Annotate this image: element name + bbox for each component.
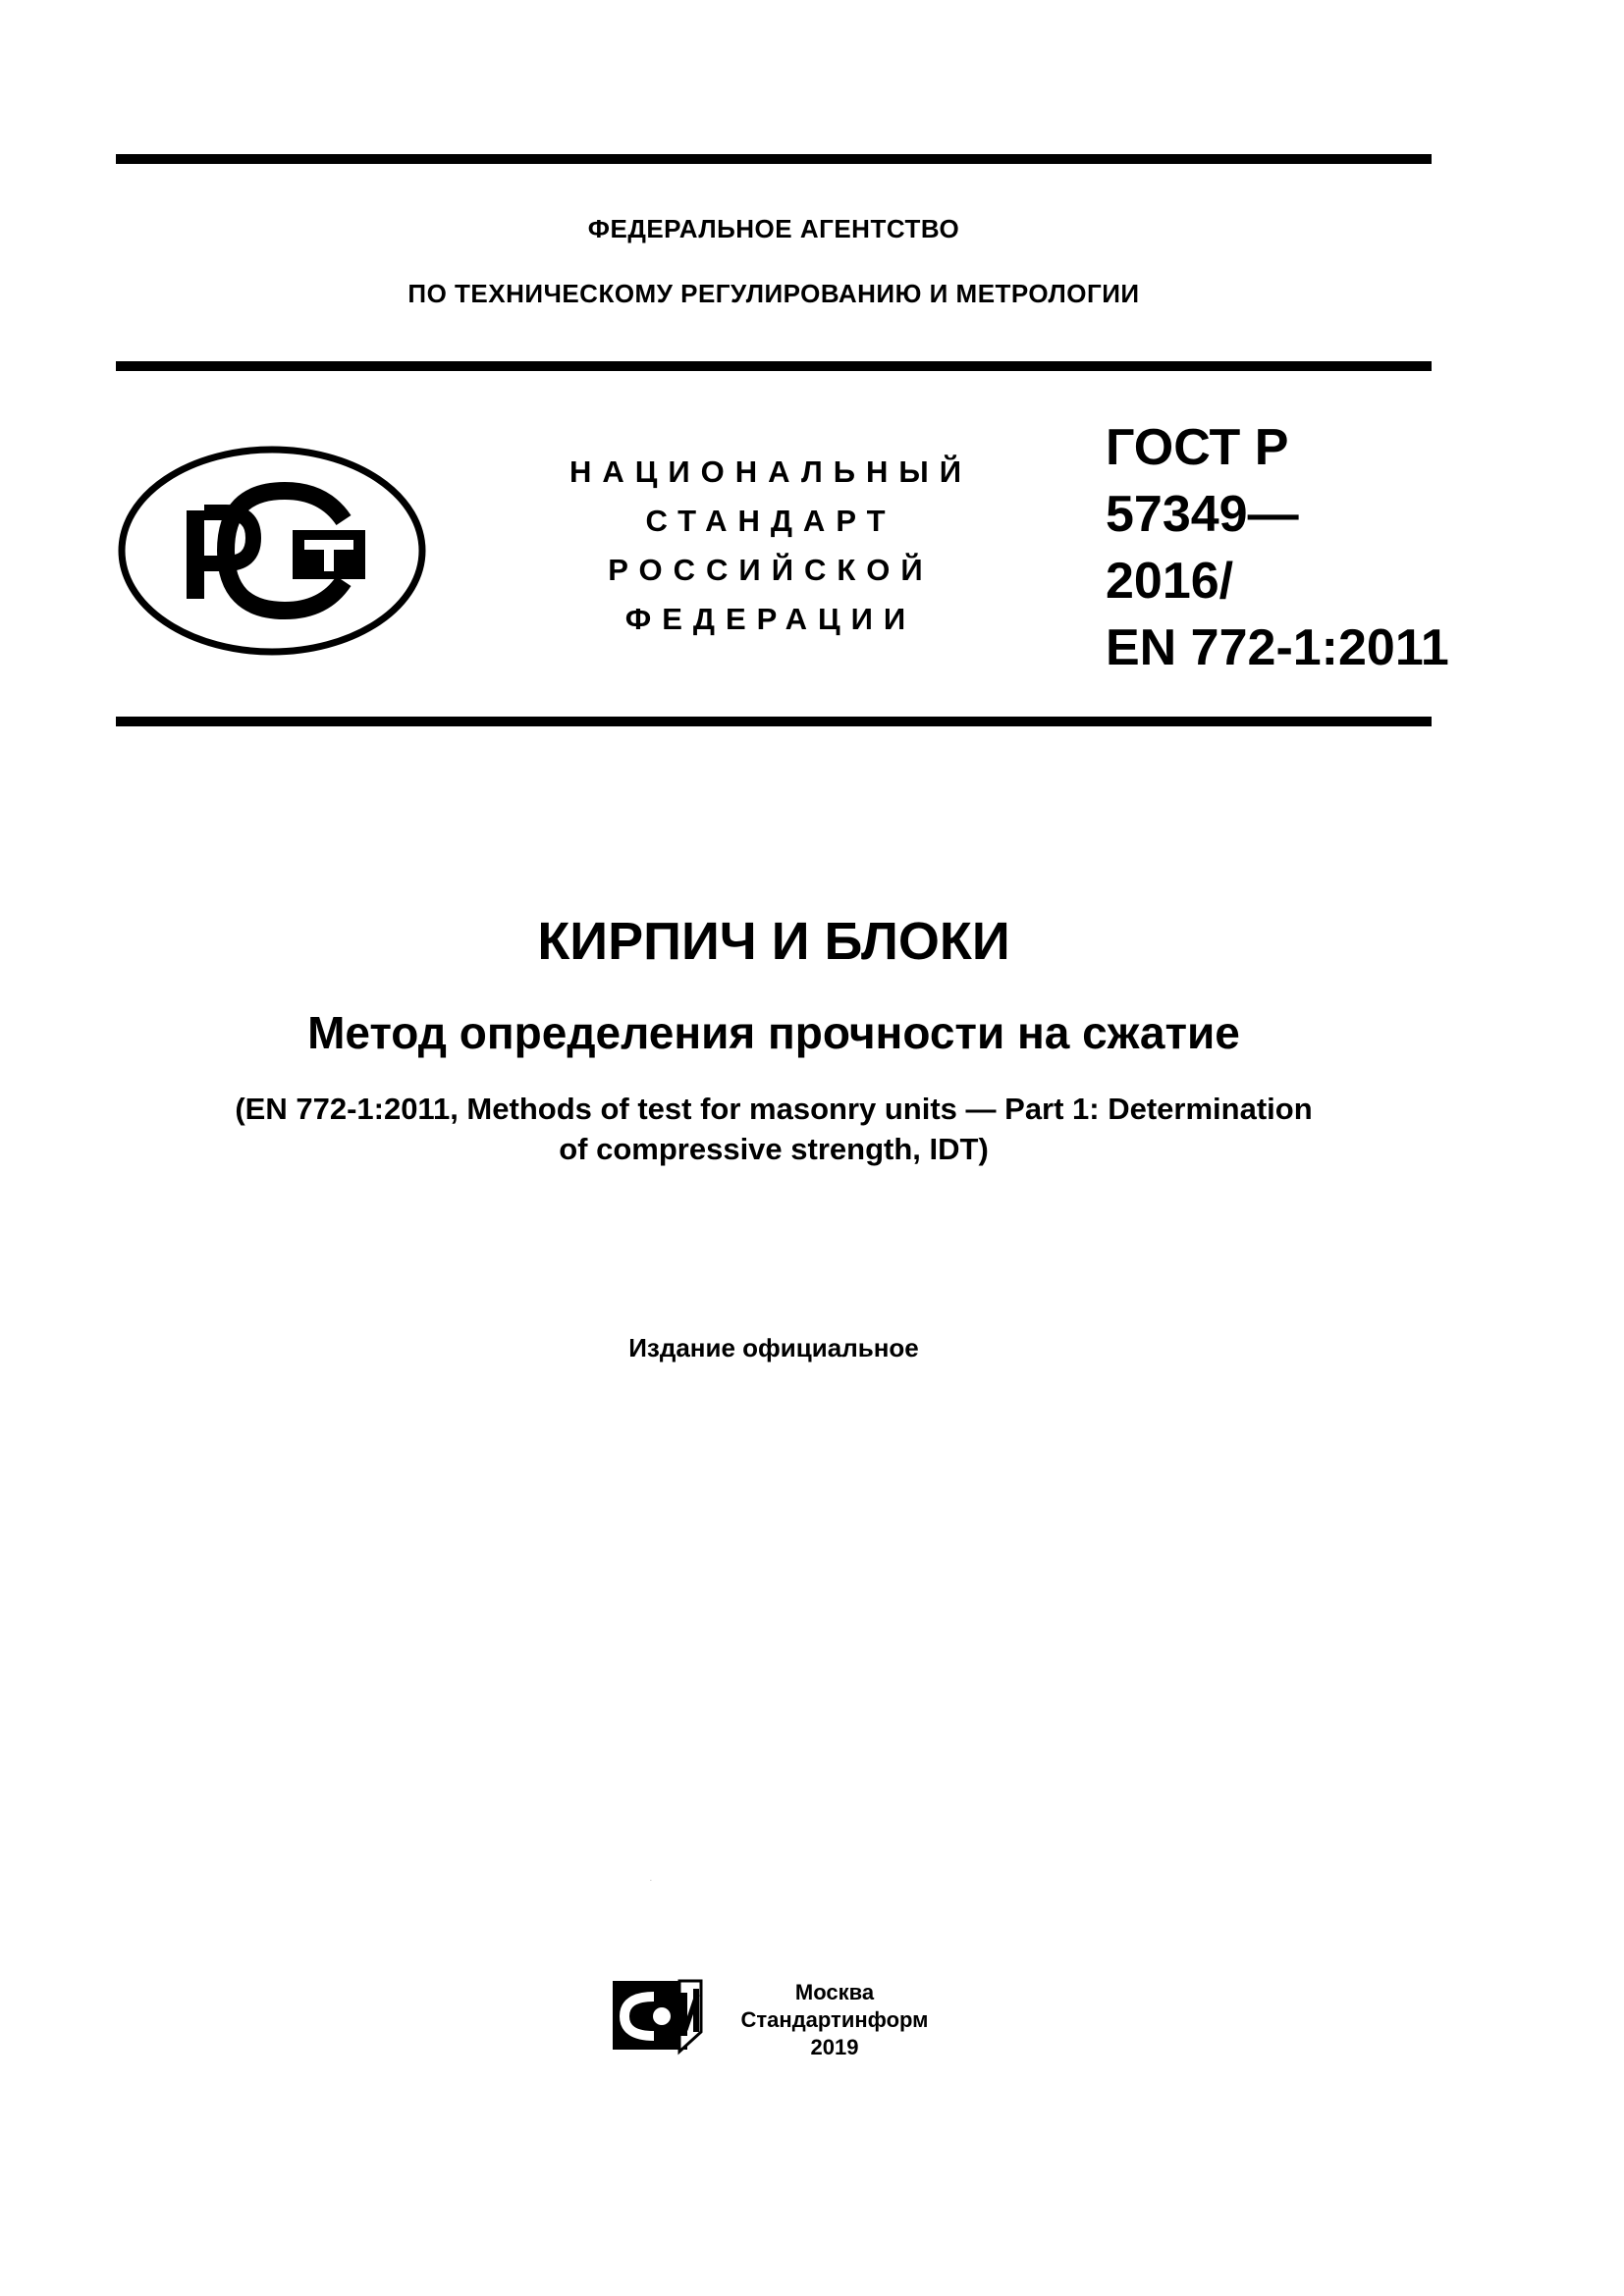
document-title: КИРПИЧ И БЛОКИ <box>537 912 1010 971</box>
reference-line-1: (EN 772-1:2011, Methods of test for masonry units — Part 1: Determination <box>235 1092 1313 1126</box>
reference-line-2: of compressive strength, IDT) <box>559 1132 989 1166</box>
standard-type-line-3: РОССИЙСКОЙ <box>608 553 934 587</box>
edition-label: Издание официальное <box>628 1333 919 1362</box>
designation-line-1: ГОСТ Р <box>1106 419 1289 476</box>
imprint-publisher: Стандартинформ <box>740 2007 929 2032</box>
imprint-year: 2019 <box>810 2035 859 2059</box>
imprint-city: Москва <box>794 1980 875 2004</box>
standartinform-logo-text: СИ <box>650 1881 652 1882</box>
standartinform-logo-icon <box>611 1881 704 2054</box>
designation-line-3: 2016/ <box>1106 553 1234 610</box>
agency-line-2: ПО ТЕХНИЧЕСКОМУ РЕГУЛИРОВАНИЮ И МЕТРОЛОГИИ <box>407 279 1140 308</box>
standard-type-line-4: ФЕДЕРАЦИИ <box>624 602 917 636</box>
standard-type-line-2: СТАНДАРТ <box>645 504 896 538</box>
header-rule <box>116 361 1432 371</box>
designation-rule <box>116 717 1432 726</box>
designation-line-2: 57349— <box>1106 486 1299 543</box>
designation-line-4: EN 772-1:2011 <box>1106 619 1449 676</box>
agency-line-1: ФЕДЕРАЛЬНОЕ АГЕНТСТВО <box>587 214 960 243</box>
standard-type-line-1: НАЦИОНАЛЬНЫЙ <box>568 454 973 489</box>
rst-logo-icon <box>116 444 428 658</box>
top-rule <box>116 154 1432 164</box>
document-subtitle: Метод определения прочности на сжатие <box>307 1007 1240 1058</box>
